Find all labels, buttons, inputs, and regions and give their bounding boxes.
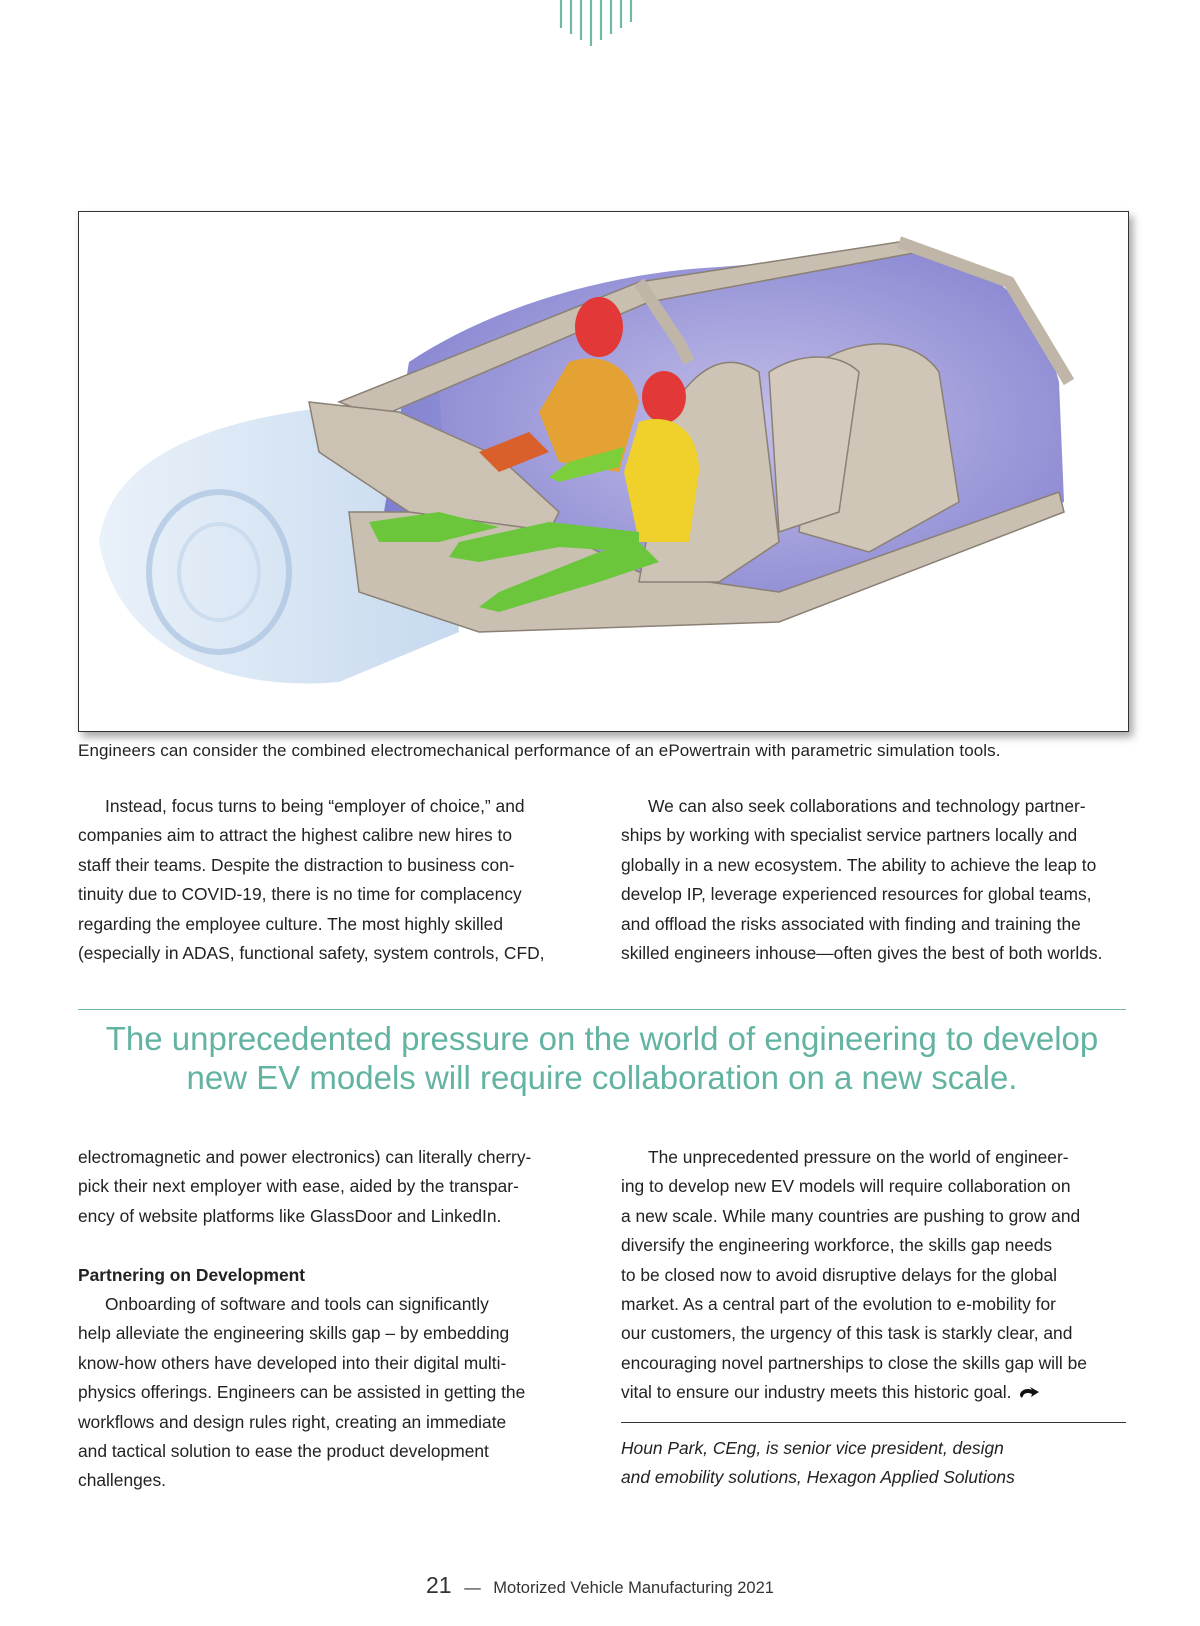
pullquote-line: The unprecedented pressure on the world of engineering to develop xyxy=(105,1020,1099,1057)
paragraph-line: electromagnetic and power electronics) can literally cherry- xyxy=(78,1147,532,1167)
bio-line: Houn Park, CEng, is senior vice president, design xyxy=(621,1438,1004,1458)
paragraph-line: staff their teams. Despite the distraction to business con- xyxy=(78,854,515,875)
paragraph-line: Instead, focus turns to being “employer of choice,” and xyxy=(105,796,525,816)
paragraph-line: challenges. xyxy=(78,1470,166,1491)
paragraph-line: to be closed now to avoid disruptive delays for the global xyxy=(621,1264,1057,1285)
paragraph-line-text: vital to ensure our industry meets this historic goal. xyxy=(621,1382,1012,1403)
paragraph-line: develop IP, leverage experienced resources for global teams, xyxy=(621,884,1092,905)
pullquote-line: new EV models will require collaboration on a new scale. xyxy=(186,1059,1018,1096)
paragraph-line: Onboarding of software and tools can significantly xyxy=(105,1294,489,1315)
section-subheading: Partnering on Development xyxy=(78,1264,306,1285)
bio-rule xyxy=(621,1422,1126,1423)
paragraph-line: (especially in ADAS, functional safety, system controls, CFD, xyxy=(78,943,545,964)
paragraph-line: ing to develop new EV models will require collaboration on xyxy=(621,1176,1071,1197)
pullquote-rule xyxy=(78,1009,1126,1010)
paragraph-line: our customers, the urgency of this task is starkly clear, and xyxy=(621,1323,1073,1344)
paragraph-line: companies aim to attract the highest calibre new hires to xyxy=(78,825,513,846)
paragraph-line: encouraging novel partnerships to close the skills gap will be xyxy=(621,1352,1087,1373)
article-column-left-bottom xyxy=(78,1143,583,1496)
article-column-right-top xyxy=(621,792,1131,968)
paragraph-line: market. As a central part of the evolution to e-mobility for xyxy=(621,1294,1056,1315)
paragraph-line: The unprecedented pressure on the world of engineer- xyxy=(648,1147,1069,1167)
author-bio xyxy=(621,1434,1015,1493)
page-footer xyxy=(0,1572,1200,1599)
paragraph-line: skilled engineers inhouse—often gives the best of both worlds. xyxy=(621,943,1103,964)
pull-quote xyxy=(78,1019,1126,1097)
paragraph-line: tinuity due to COVID-19, there is no time for complacency xyxy=(78,884,522,905)
paragraph-line: know-how others have developed into their digital multi- xyxy=(78,1352,507,1373)
paragraph-line: ency of website platforms like GlassDoor and LinkedIn. xyxy=(78,1205,502,1226)
paragraph-line: globally in a new ecosystem. The ability to achieve the leap to xyxy=(621,854,1097,875)
article-column-right-bottom xyxy=(621,1143,1131,1408)
paragraph-line: workflows and design rules right, creating an immediate xyxy=(78,1411,507,1432)
paragraph-line: a new scale. While many countries are pushing to grow and xyxy=(621,1205,1081,1226)
page-number: 21 xyxy=(426,1572,452,1598)
paragraph-line: We can also seek collaborations and technology partner- xyxy=(648,796,1086,816)
paragraph-line: ships by working with specialist service partners locally and xyxy=(621,825,1078,846)
paragraph-line: and tactical solution to ease the product development xyxy=(78,1441,489,1462)
paragraph-line: regarding the employee culture. The most highly skilled xyxy=(78,913,504,934)
paragraph-line: and offload the risks associated with finding and training the xyxy=(621,913,1081,934)
paragraph-line: help alleviate the engineering skills gap – by embedding xyxy=(78,1323,510,1344)
footer-dash: — xyxy=(464,1579,481,1597)
paragraph-line-last xyxy=(621,1378,1131,1407)
bio-line: and emobility solutions, Hexagon Applied Solutions xyxy=(621,1467,1015,1488)
paragraph-line: diversify the engineering workforce, the skills gap needs xyxy=(621,1235,1053,1256)
decorative-lines-icon xyxy=(556,0,646,50)
paragraph-line: pick their next employer with ease, aided by the transpar- xyxy=(78,1176,519,1197)
article-column-left-top xyxy=(78,792,583,968)
paragraph-line: physics offerings. Engineers can be assisted in getting the xyxy=(78,1382,526,1403)
figure-car-simulation xyxy=(78,211,1129,732)
end-mark-icon xyxy=(1018,1387,1040,1401)
publication-name: Motorized Vehicle Manufacturing 2021 xyxy=(493,1579,774,1597)
car-simulation-illustration-icon xyxy=(79,212,1128,731)
figure-caption: Engineers can consider the combined electromechanical performance of an ePowertrain with parametric simulation tools. xyxy=(78,741,1001,760)
